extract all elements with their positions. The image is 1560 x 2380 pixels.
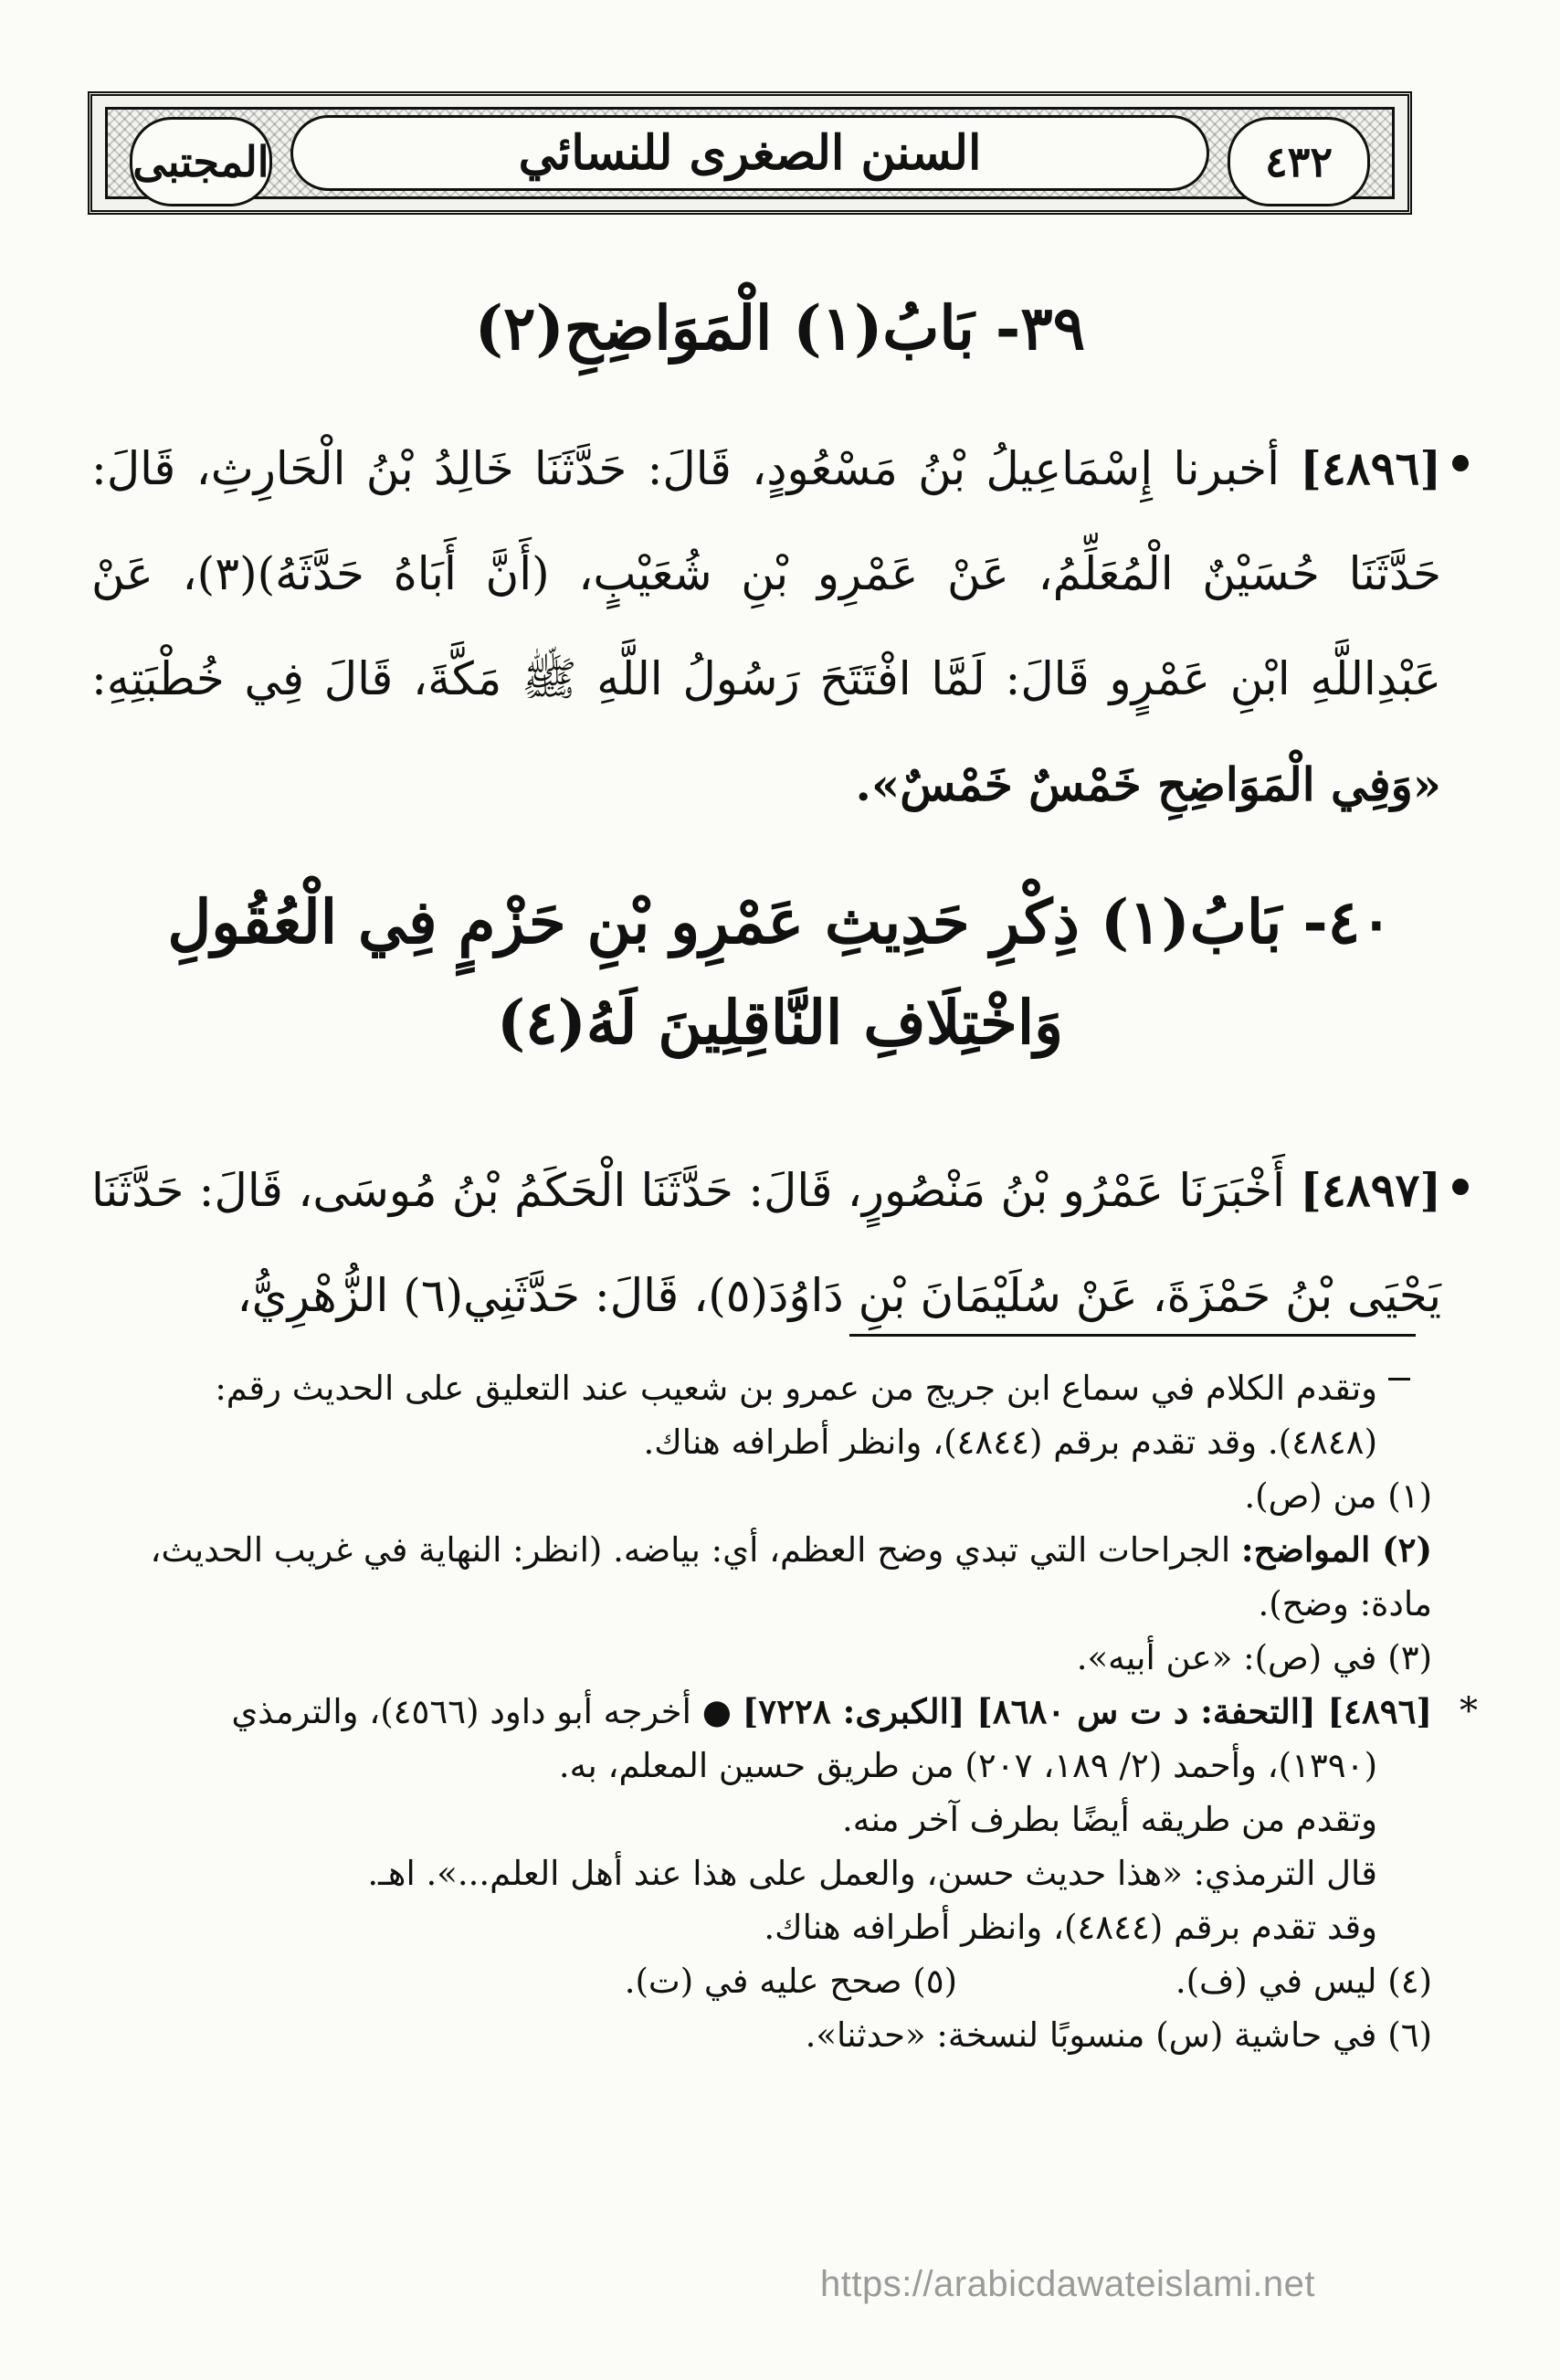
hadith-text: أَخْبَرَنَا عَمْرُو بْنُ مَنْصُورٍ، قَالَ: حَدَّثَنَا الْحَكَمُ بْنُ مُوسَى، قَالَ: حَدَّثَنَا يَحْيَى بْنُ حَمْزَةَ، عَنْ سُلَيْمَانَ بْنِ دَاوُدَ(٥)، قَالَ: حَدَّثَنِي(٦) الزُّهْرِيُّ، bbox=[91, 1164, 1441, 1322]
header-ornament bbox=[105, 107, 1395, 199]
takhrij-line4: قال الترمذي: «هذا حديث حسن، والعمل على هذا عند أهل العلم...». اهـ. bbox=[367, 1854, 1377, 1893]
footnote-2-label: (٢) المواضح: bbox=[1240, 1529, 1432, 1570]
takhrij-line3: وتقدم من طريقه أيضًا بطرف آخر منه. bbox=[842, 1800, 1377, 1839]
hadith-text: أخبرنا إِسْمَاعِيلُ بْنُ مَسْعُودٍ، قَالَ: حَدَّثَنَا خَالِدُ بْنُ الْحَارِثِ، قَالَ: حَدَّثَنَا حُسَيْنٌ الْمُعَلِّمُ، عَنْ عَمْرِو بْنِ شُعَيْبٍ، (أَنَّ أَبَاهُ حَدَّثَهُ)(٣)، عَنْ عَبْدِاللَّهِ ابْنِ عَمْرٍو قَالَ: لَمَّا افْتَتَحَ رَسُولُ اللَّهِ ﷺ مَكَّةَ، قَالَ فِي خُطْبَتِهِ: bbox=[91, 442, 1442, 705]
hadith-number: [٤٨٩٦] bbox=[1300, 441, 1441, 495]
footnote-carryover-line2: (٤٨٤٨). وقد تقدم برقم (٤٨٤٤)، وانظر أطرافه هناك. bbox=[643, 1423, 1377, 1462]
footnote-1: (١) من (ص). bbox=[1244, 1476, 1432, 1516]
page-header-banner bbox=[88, 91, 1412, 215]
footnote-carryover-line1: وتقدم الكلام في سماع ابن جريج من عمرو بن شعيب عند التعليق على الحديث رقم: bbox=[215, 1369, 1377, 1408]
hadith-4897 bbox=[91, 1137, 1441, 1349]
footnote-5: (٥) صحح عليه في (ت). bbox=[624, 1962, 957, 2001]
takhrij-asterisk: * bbox=[1460, 1690, 1478, 1732]
page-number: ٤٣٢ bbox=[1228, 117, 1370, 206]
footnote-6: (٦) في حاشية (س) منسوبًا لنسخة: «حدثنا». bbox=[805, 2015, 1432, 2055]
footnote-4: (٤) ليس في (ف). bbox=[1175, 1962, 1432, 2001]
chapter-40-heading-line2: وَاخْتِلَافِ النَّاقِلِينَ لَهُ(٤) bbox=[496, 987, 1064, 1058]
footnote-2 bbox=[91, 1523, 1432, 1631]
hadith-bullet bbox=[1452, 455, 1469, 471]
chapter-39-heading: ٣٩- بَابُ(١) الْمَوَاضِحِ(٢) bbox=[474, 292, 1086, 364]
takhrij-line2: (١٣٩٠)، وأحمد (٢/ ١٨٩، ٢٠٧) من طريق حسين المعلم، به. bbox=[558, 1746, 1377, 1785]
takhrij-line1: ● أخرجه أبو داود (٤٥٦٦)، والترمذي bbox=[231, 1692, 733, 1731]
watermark-url: https://arabicdawateislami.net bbox=[820, 2264, 1315, 2304]
header-cartouche bbox=[290, 115, 1209, 191]
footnote-3: (٣) في (ص): «عن أبيه». bbox=[1076, 1638, 1432, 1677]
footnotes bbox=[91, 1361, 1478, 2062]
hadith-number: [٤٨٩٧] bbox=[1300, 1163, 1441, 1217]
footnotes-4-5 bbox=[91, 1954, 1432, 2008]
takhrij-head bbox=[91, 1685, 1478, 1739]
book-title: السنن الصغرى للنسائي bbox=[518, 125, 982, 181]
hadith-quote: «وَفِي الْمَوَاضِحِ خَمْسٌ خَمْسٌ». bbox=[855, 757, 1441, 811]
takhrij-line5: وقد تقدم برقم (٤٨٤٤)، وانظر أطرافه هناك. bbox=[764, 1908, 1377, 1947]
hadith-4896 bbox=[91, 416, 1441, 838]
footnote-separator bbox=[849, 1334, 1416, 1337]
book-emblem: المجتبى bbox=[130, 117, 272, 206]
chapter-40-heading-line1: ٤٠- بَابُ(١) ذِكْرِ حَدِيثِ عَمْرِو بْنِ حَزْمٍ فِي الْعُقُولِ bbox=[167, 886, 1393, 957]
footnote-2-text: الجراحات التي تبدي وضح العظم، أي: بياضه. (انظر: النهاية في غريب الحديث، مادة: وضح). bbox=[150, 1530, 1432, 1624]
takhrij-refs: [٤٨٩٦] [التحفة: د ت س ٨٦٨٠] [الكبرى: ٧٢٢٨] bbox=[742, 1691, 1432, 1731]
hadith-bullet bbox=[1452, 1179, 1469, 1195]
